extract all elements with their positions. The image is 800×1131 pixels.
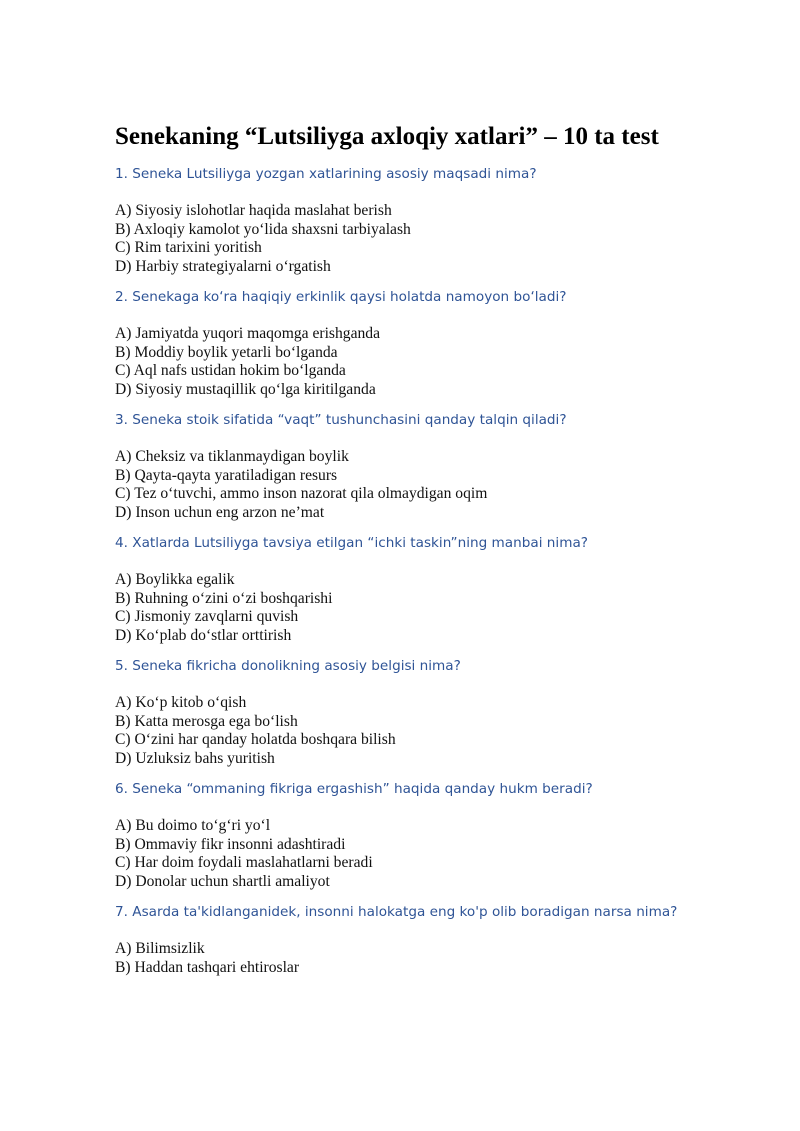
answer-option: D) Ko‘plab do‘stlar orttirish xyxy=(115,626,292,644)
question-text: 4. Xatlarda Lutsiliyga tavsiya etilgan “ichki taskin”ning manbai nima? xyxy=(115,535,588,551)
answer-option: A) Boylikka egalik xyxy=(115,571,235,588)
question-text: 2. Senekaga ko‘ra haqiqiy erkinlik qaysi holatda namoyon bo‘ladi? xyxy=(115,289,567,305)
answer-options xyxy=(115,694,755,768)
question-spacer xyxy=(115,522,755,532)
answer-option: C) Har doim foydali maslahatlarni beradi xyxy=(115,854,373,871)
answer-option: A) Siyosiy islohotlar haqida maslahat berish xyxy=(115,202,392,219)
answer-option: B) Haddan tashqari ehtiroslar xyxy=(115,958,300,976)
question-text: 5. Seneka fikricha donolikning asosiy belgisi nima? xyxy=(115,658,461,674)
question-spacer xyxy=(115,276,755,286)
answer-option: C) Tez o‘tuvchi, ammo inson nazorat qila olmaydigan oqim xyxy=(115,485,488,502)
question-block xyxy=(115,163,755,276)
answer-options xyxy=(115,817,755,891)
answer-option: D) Uzluksiz bahs yuritish xyxy=(115,749,275,767)
question-text: 7. Asarda ta'kidlanganidek, insonni halokatga eng ko'p olib boradigan narsa nima? xyxy=(115,904,678,920)
answer-options xyxy=(115,940,755,977)
answer-option: A) Ko‘p kitob o‘qish xyxy=(115,694,247,711)
answer-option: D) Siyosiy mustaqillik qo‘lga kiritilganda xyxy=(115,380,376,398)
answer-options xyxy=(115,448,755,522)
question-block xyxy=(115,286,755,399)
answer-option: D) Harbiy strategiyalarni o‘rgatish xyxy=(115,257,331,275)
document-content xyxy=(115,122,755,977)
answer-option: A) Bilimsizlik xyxy=(115,940,205,957)
answer-option: A) Jamiyatda yuqori maqomga erishganda xyxy=(115,325,381,342)
answer-options xyxy=(115,571,755,645)
document-title: Senekaning “Lutsiliyga axloqiy xatlari” – 10 ta test xyxy=(115,123,659,150)
answer-option: B) Moddiy boylik yetarli bo‘lganda xyxy=(115,343,338,361)
question-text: 3. Seneka stoik sifatida “vaqt” tushunchasini qanday talqin qiladi? xyxy=(115,412,567,428)
question-list xyxy=(115,163,755,977)
answer-option: A) Cheksiz va tiklanmaydigan boylik xyxy=(115,448,349,465)
answer-option: D) Donolar uchun shartli amaliyot xyxy=(115,872,330,890)
question-block xyxy=(115,532,755,645)
answer-option: A) Bu doimo to‘g‘ri yo‘l xyxy=(115,817,271,834)
question-block xyxy=(115,409,755,522)
answer-options xyxy=(115,202,755,276)
answer-option: B) Katta merosga ega bo‘lish xyxy=(115,712,298,730)
answer-option: C) Jismoniy zavqlarni quvish xyxy=(115,608,299,625)
answer-option: B) Ruhning o‘zini o‘zi boshqarishi xyxy=(115,589,333,607)
question-spacer xyxy=(115,399,755,409)
question-text: 6. Seneka “ommaning fikriga ergashish” haqida qanday hukm beradi? xyxy=(115,781,593,797)
answer-option: B) Qayta-qayta yaratiladigan resurs xyxy=(115,466,338,484)
question-block xyxy=(115,655,755,768)
question-spacer xyxy=(115,768,755,778)
answer-option: C) Aql nafs ustidan hokim bo‘lganda xyxy=(115,362,346,379)
answer-option: B) Ommaviy fikr insonni adashtiradi xyxy=(115,835,346,853)
question-spacer xyxy=(115,645,755,655)
answer-options xyxy=(115,325,755,399)
question-text: 1. Seneka Lutsiliyga yozgan xatlarining asosiy maqsadi nima? xyxy=(115,166,537,182)
answer-option: B) Axloqiy kamolot yo‘lida shaxsni tarbiyalash xyxy=(115,220,411,238)
question-block xyxy=(115,901,755,977)
answer-option: C) O‘zini har qanday holatda boshqara bilish xyxy=(115,731,396,748)
answer-option: C) Rim tarixini yoritish xyxy=(115,239,262,256)
question-spacer xyxy=(115,891,755,901)
question-block xyxy=(115,778,755,891)
answer-option: D) Inson uchun eng arzon ne’mat xyxy=(115,503,325,521)
